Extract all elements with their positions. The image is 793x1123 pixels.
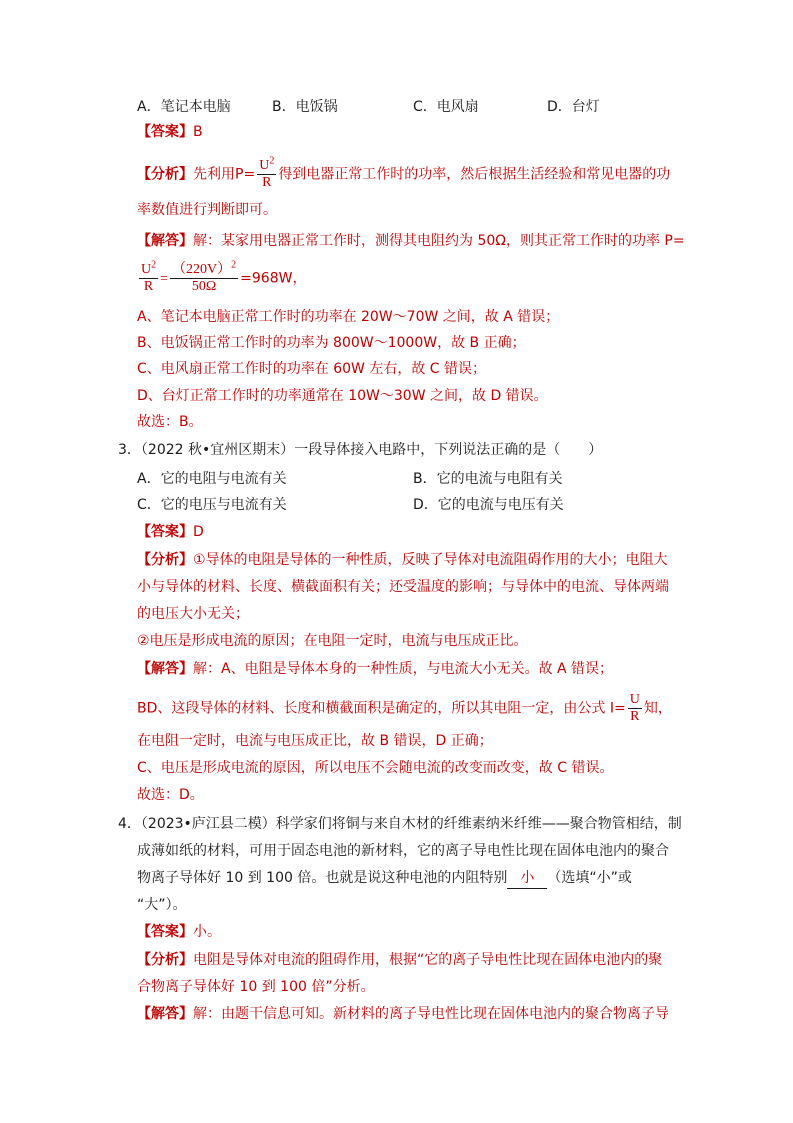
q2-option-a: A．笔记本电脑 [137,99,231,115]
q4-answer [137,922,221,942]
q3-option-a: A．它的电阻与电流有关 [137,471,287,487]
analysis-text: ①导体的电阻是导体的一种性质，反映了导体对电流阻碍作用的大小；电阻大 [193,552,668,568]
analysis-text: 得到电器正常工作时的功率，然后根据生活经验和常见电器的功 [278,166,671,183]
q2-solution-line-d: D、台灯正常工作时的功率通常在 10W～30W 之间，故 D 错误。 [137,388,548,404]
q3-option-d: D．它的电流与电压有关 [413,497,564,513]
q2-choice: 故选：B。 [137,414,203,430]
q4-solution-line1 [137,1004,669,1024]
answer-tag: 【答案】 [137,924,193,940]
q3-option-b: B．它的电流与电阻有关 [413,471,563,487]
solution-tag: 【解答】 [137,1006,193,1022]
stem-text: （选填“小”或 [547,870,632,886]
q3-solution-line2 [137,692,672,725]
solution-tag: 【解答】 [137,233,193,249]
frac-sup: 2 [231,259,237,271]
analysis-text: 先利用P= [193,166,256,183]
answer-value: 小。 [193,924,221,940]
solution-text: 知， [643,700,672,717]
analysis-tag: 【分析】 [137,166,193,183]
frac-num: U [259,158,270,173]
frac-sup: 2 [269,155,275,167]
fraction-220-over-50 [170,259,238,295]
q3-option-c: C．它的电压与电流有关 [137,497,287,513]
analysis-tag: 【分析】 [137,952,193,968]
q3-solution-line3: 在电阻一定时，电流与电压成正比，故 B 错误，D 正确； [137,733,493,749]
fill-blank: 小 [507,868,547,889]
frac-den: 50Ω [191,279,217,294]
answer-tag: 【答案】 [137,124,193,140]
q3-solution-line1 [137,659,613,679]
solution-text: 解：由题干信息可知。新材料的离子导电性比现在固体电池内的聚合物离子导 [193,1006,669,1022]
q2-solution-line-c: C、电风扇正常工作时的功率在 60W 左右，故 C 错误； [137,361,487,377]
q2-solution-line1 [137,231,685,251]
analysis-tag: 【分析】 [137,552,193,568]
q2-option-c: C．电风扇 [413,99,479,115]
q4-stem-line4: “大”）。 [137,897,187,913]
q3-solution-line4: C、电压是形成电流的原因，所以电压不会随电流的改变而改变，故 C 错误。 [137,760,614,776]
q2-analysis-line1 [137,155,671,191]
q4-stem-line2: 成薄如纸的材料，可用于固态电池的新材料，它的离子导电性比现在固体电池内的聚合 [137,843,669,859]
frac-sup: 2 [151,259,157,271]
q3-stem: 3．（2022 秋•宜州区期末）一段导体接入电路中，下列说法正确的是（ ） [118,442,603,458]
q2-solution-line-a: A、笔记本电脑正常工作时的功率在 20W～70W 之间，故 A 错误； [137,309,560,325]
frac-den: R [143,279,154,294]
answer-value: B [193,124,203,140]
q3-choice: 故选：D。 [137,787,204,803]
q3-analysis-line3: 的电压大小无关； [137,606,249,622]
answer-value: D [193,524,204,540]
q2-option-b: B．电饭锅 [272,99,338,115]
solution-tag: 【解答】 [137,661,193,677]
q2-answer [137,122,203,142]
calc-result: =968W， [240,270,307,287]
q4-analysis-line1 [137,950,662,970]
answer-tag: 【答案】 [137,524,193,540]
solution-text: BD、这段导体的材料、长度和横截面积是确定的，所以其电阻一定，由公式 I= [137,700,626,717]
q3-analysis-line1 [137,550,668,570]
q2-calculation: $\frac{U^2}{R}$ = $\frac{(220V)^2}{50\Omega}$ =968W， [141,259,307,294]
q4-analysis-line2: 合物离子导体好 10 到 100 倍”分析。 [137,979,375,995]
q3-answer [137,522,204,542]
frac-num: （220V） [172,262,232,277]
q2-analysis-line2: 率数值进行判断即可。 [137,202,277,218]
stem-text: 物离子导体好 10 到 100 倍。也就是说这种电池的内阻特别 [137,870,508,886]
frac-den: R [630,709,640,724]
fraction-u2-over-r [257,155,276,191]
q4-stem-line1: 4．（2023•庐江县二模）科学家们将铜与来自木材的纤维素纳米纤维——聚合物管相结，制 [118,816,682,832]
frac-num: U [629,692,640,707]
frac-num: U [141,262,152,277]
analysis-text: 电阻是导体对电流的阻碍作用，根据“它的离子导电性比现在固体电池内的聚 [193,952,663,968]
q3-analysis-line2: 小与导体的材料、长度、横截面积有关；还受温度的影响；与导体中的电流、导体两端 [137,579,669,595]
frac-den: R [262,175,272,190]
q2-option-d: D．台灯 [547,99,600,115]
solution-text: 解：A、电阻是导体本身的一种性质，与电流大小无关。故 A 错误； [193,661,614,677]
q2-solution-line-b: B、电饭锅正常工作时的功率为 800W～1000W，故 B 正确； [137,335,526,351]
fraction-u2-over-r [139,259,158,295]
q4-stem-line3 [137,868,632,889]
q3-analysis-line4: ②电压是形成电流的原因；在电阻一定时，电流与电压成正比。 [137,633,528,649]
solution-text: 解：某家用电器正常工作时，测得其电阻约为 50Ω，则其正常工作时的功率 P= [193,233,685,249]
fraction-u-over-r [628,692,642,725]
